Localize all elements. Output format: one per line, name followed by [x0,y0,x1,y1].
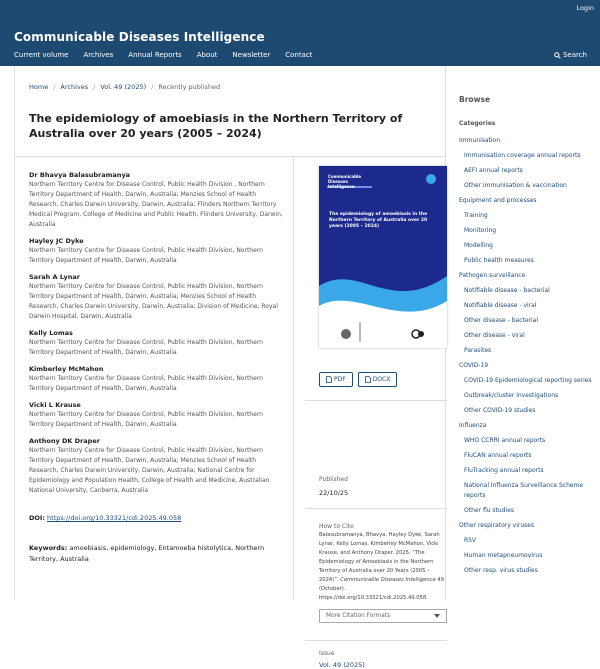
sidebar-subcategory-link[interactable]: Outbreak/cluster investigations [464,392,559,399]
author-affiliation: Northern Territory Centre for Disease Control, Public Health Division, Northern Territory Department of Health, Darwin, Australia [29,247,263,264]
citation-journal: Communicable Diseases Intelligence [340,577,436,583]
divider [305,508,447,509]
sidebar-subcategory-link[interactable]: Training [464,212,488,219]
citation-formats-label: More Citation Formats [326,613,391,619]
sidebar-category-link[interactable]: Equipment and processes [459,197,537,204]
issue-label: Issue [319,650,335,657]
author-entry [29,236,287,266]
author-entry [29,328,287,358]
breadcrumb-archives[interactable]: Archives [60,83,89,91]
breadcrumb-volume[interactable]: Vol. 49 (2025) [100,83,147,91]
nav-annual-reports[interactable]: Annual Reports [128,51,182,59]
pdf-download-button[interactable] [319,372,353,387]
citation-text-before: Balasubramanya, Bhavya, Hayley Dyke, Sarah Lynar, Kelly Lomas, Kimberley McMahon, Vicki Krause, and Anthony Draper. 2025. “The Epidemiology of Amoebiasis in the Northern Territory of Australia over 20 Years (2005 – 2024)”. [319,532,440,583]
search-link[interactable] [554,51,587,59]
author-affiliation: Northern Territory Centre for Disease Control, Public Health Division , Northern Territory Department of Health, Darwin, Australia; Menzies School of Health Research, Charles Darwin University, Darwin, Australia; Flinders Northern Territory Medical Program, College of Medicine and Public Health, Flinders University, Darwin, Australia [29,181,283,228]
citation-text-after: 49 (October). https://doi.org/10.33321/cdi.2025.49.058. [319,577,444,601]
chevron-down-icon [434,614,440,618]
doi-link[interactable]: https://doi.org/10.33321/cdi.2025.49.058 [47,514,182,522]
author-entry [29,436,287,496]
site-header [0,0,600,66]
download-buttons [319,372,397,387]
cdna-logo-icon [411,328,425,340]
sidebar-subcategory-link[interactable]: RSV [464,537,477,544]
author-list [29,170,287,502]
keywords-line [29,543,287,565]
breadcrumb-current: Recently published [158,83,221,91]
sidebar-category-link[interactable]: Immunisation [459,137,501,144]
divider [293,156,294,600]
sidebar-subcategory-link[interactable]: Public health measures [464,257,534,264]
sidebar-subcategory-link[interactable]: AEFI annual reports [464,167,523,174]
sidebar-subcategory-link[interactable]: Other COVID-19 studies [464,407,536,414]
author-entry [29,364,287,394]
sidebar-subcategory-link[interactable]: Parasites [464,347,492,354]
author-name: Kimberley McMahon [29,365,104,373]
search-label: Search [562,51,587,59]
keywords-label: Keywords: [29,544,68,552]
article-main [14,66,446,669]
sidebar-subcategory-link[interactable]: Other immunisation & vaccination [464,182,567,189]
author-affiliation: Northern Territory Centre for Disease Control, Public Health Division, Northern Territory Department of Health, Darwin, Australia; Menzies School of Health Research, Charles Darwin University, Darwin, Australia; Division of Medicine, Royal Darwin Hospital, Darwin, Australia [29,283,278,320]
file-icon [365,376,371,383]
author-name: Hayley JC Dyke [29,237,84,245]
author-entry [29,272,287,322]
citation-text [319,531,447,603]
breadcrumb-separator: / [93,83,96,91]
categories-heading: Categories [459,120,496,127]
article-title: The epidemiology of amoebiasis in the Northern Territory of Australia over 20 years (2005 – 2024) [29,112,403,140]
sidebar-subcategory-link[interactable]: WHO CCRRI annual reports [464,437,546,444]
coat-of-arms-icon [339,328,353,340]
author-affiliation: Northern Territory Centre for Disease Control, Public Health Division, Northern Territory Department of Health, Darwin, Australia [29,339,263,356]
breadcrumb [29,83,220,91]
site-title[interactable]: Communicable Diseases Intelligence [14,30,265,44]
issue-cover-image[interactable] [319,166,447,348]
sidebar-subcategory-link[interactable]: Modelling [464,242,493,249]
published-label: Published [319,476,348,483]
divider [305,640,447,641]
nav-current-volume[interactable]: Current volume [14,51,69,59]
citation-formats-dropdown[interactable] [319,609,447,623]
cover-graphic [319,166,447,348]
author-affiliation: Northern Territory Centre for Disease Control, Public Health Division, Northern Territory Department of Health, Darwin, Australia; Menzies School of Health Research, Charles Darwin University, Darwin, Australia; National Centre for Epidemiology and Population Health, College of Health and Medicine, Australian National University, Canberra, Australia [29,447,270,494]
sidebar-subcategory-link[interactable]: COVID-19 Epidemiological reporting series [464,377,592,384]
sidebar-subcategory-link[interactable]: Human metapneumovirus [464,552,543,559]
sidebar-subcategory-link[interactable]: Other resp. virus studies [464,567,538,574]
sidebar-category-link[interactable]: Pathogen surveillance [459,272,526,279]
cite-label: How to Cite [319,523,354,530]
nav-archives[interactable]: Archives [83,51,114,59]
sidebar-subcategory-link[interactable]: FluCAN annual reports [464,452,532,459]
author-affiliation: Northern Territory Centre for Disease Control, Public Health Division, Northern Territory Department of Health, Darwin, Australia [29,411,263,428]
sidebar-subcategory-link[interactable]: Other disease - bacterial [464,317,539,324]
author-name: Kelly Lomas [29,329,73,337]
author-entry [29,400,287,430]
category-list [459,136,599,581]
breadcrumb-separator: / [53,83,56,91]
sidebar-subcategory-link[interactable]: Immunisation coverage annual reports [464,152,581,159]
nav-newsletter[interactable]: Newsletter [232,51,271,59]
author-entry [29,170,287,230]
author-name: Anthony DK Draper [29,437,100,445]
cover-brand-line: Intelligence [328,184,355,189]
sidebar-subcategory-link[interactable]: National Influenza Surveillance Scheme reports [464,482,584,499]
sidebar-subcategory-link[interactable]: Notifiable disease - viral [464,302,537,309]
sidebar-subcategory-link[interactable]: FluTracking annual reports [464,467,544,474]
sidebar-subcategory-link[interactable]: Other flu studies [464,507,515,514]
keywords-value: amoebiasis, epidemiology, Entamoeba histolytica, Northern Territory, Australia [29,544,265,563]
cover-brand-line: Communicable [328,174,362,179]
search-icon [554,52,561,59]
sidebar-category-link[interactable]: Other respiratory viruses [459,522,535,529]
docx-download-button[interactable] [358,372,398,387]
sidebar-subcategory-link[interactable]: Notifiable disease - bacterial [464,287,550,294]
breadcrumb-separator: / [151,83,154,91]
nav-about[interactable]: About [196,51,218,59]
breadcrumb-home[interactable]: Home [29,83,49,91]
sidebar-category-link[interactable]: Influenza [459,422,487,429]
sidebar-category-link[interactable]: COVID-19 [459,362,489,369]
divider [305,400,447,401]
file-icon [326,376,332,383]
author-name: Vicki L Krause [29,401,81,409]
docx-download-label: DOCX [372,376,391,383]
browse-heading: Browse [459,95,491,104]
sidebar-subcategory-link[interactable]: Monitoring [464,227,497,234]
cover-brand [328,174,361,189]
sidebar-subcategory-link[interactable]: Other disease - viral [464,332,525,339]
author-affiliation: Northern Territory Centre for Disease Control, Public Health Division, Northern Territory Department of Health, Darwin, Australia [29,375,263,392]
cover-brand-line: Diseases [328,179,348,184]
doi-label: DOI: [29,514,45,522]
author-name: Dr Bhavya Balasubramanya [29,171,131,179]
login-link[interactable]: Login [576,4,594,12]
divider [15,156,445,157]
author-name: Sarah A Lynar [29,273,81,281]
pdf-download-label: PDF [334,376,346,383]
cover-title: The epidemiology of amoebiasis in the Northern Territory of Australia over 20 years (2005 – 2024) [329,212,428,229]
issue-link[interactable]: Vol. 49 (2025) [319,661,365,669]
main-nav [14,51,313,59]
published-date: 22/10/25 [319,489,349,497]
doi-line [29,514,287,522]
nav-contact[interactable]: Contact [285,51,313,59]
